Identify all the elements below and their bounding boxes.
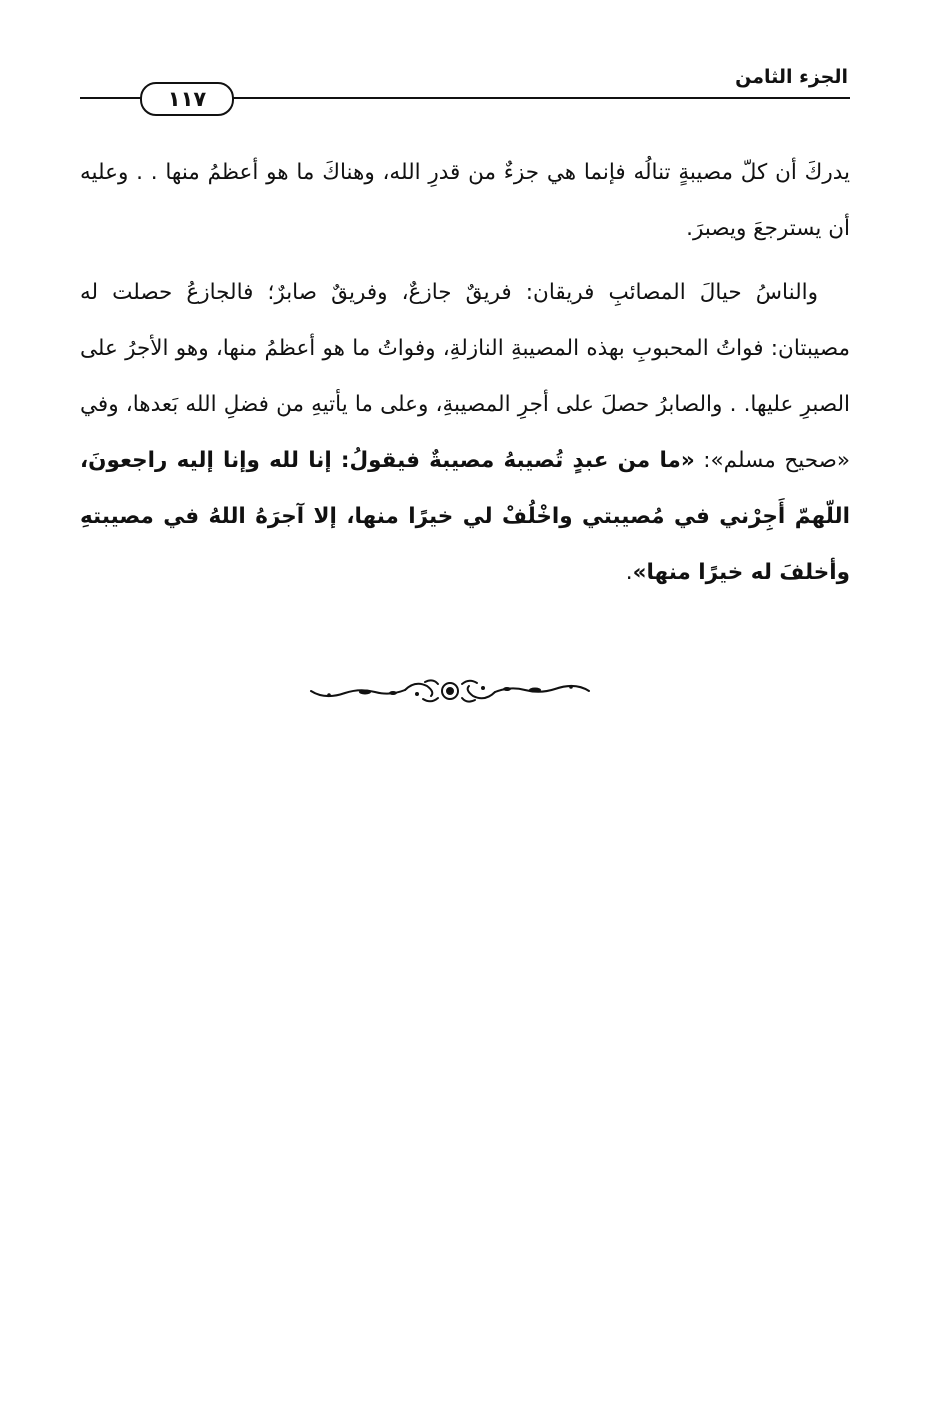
page-header — [80, 62, 850, 122]
running-title: الجزء الثامن — [735, 66, 848, 88]
hadith-quote: «ما من عبدٍ تُصيبهُ مصيبةٌ فيقولُ: إنا لله وإنا إليه راجعونَ، اللّهمّ أَجِرْني في مُصيبتي واخْلُفْ لي خيرًا منها، إلا آجرَهُ اللهُ في مصيبتهِ وأخلفَ له خيرًا منها» — [80, 448, 850, 585]
paragraph-2 — [80, 265, 850, 601]
body-text — [80, 145, 850, 609]
paragraph-1: يدركَ أن كلّ مصيبةٍ تنالُه فإنما هي جزءٌ من قدرِ الله، وهناكَ ما هو أعظمُ منها . . وعليه أن يسترجعَ ويصبرَ. — [80, 160, 850, 241]
paragraph-2-text: والناسُ حيالَ المصائبِ فريقان: فريقٌ جازعٌ، وفريقٌ صابرٌ؛ فالجازعُ حصلت له مصيبتان: فواتُ المحبوبِ بهذه المصيبةِ النازلةِ، وفواتُ ما هو أعظمُ منها، وهو الأجرُ على الصبرِ عليها. . والصابرُ حصلَ على أجرِ المصيبةِ، وعلى ما يأتيهِ من فضلِ الله بَعدها، وفي «صحيح مسلم»: — [80, 280, 850, 473]
page-number: ١١٧ — [140, 82, 234, 116]
paragraph-2-end: . — [625, 560, 633, 585]
floral-divider-icon — [305, 676, 595, 706]
